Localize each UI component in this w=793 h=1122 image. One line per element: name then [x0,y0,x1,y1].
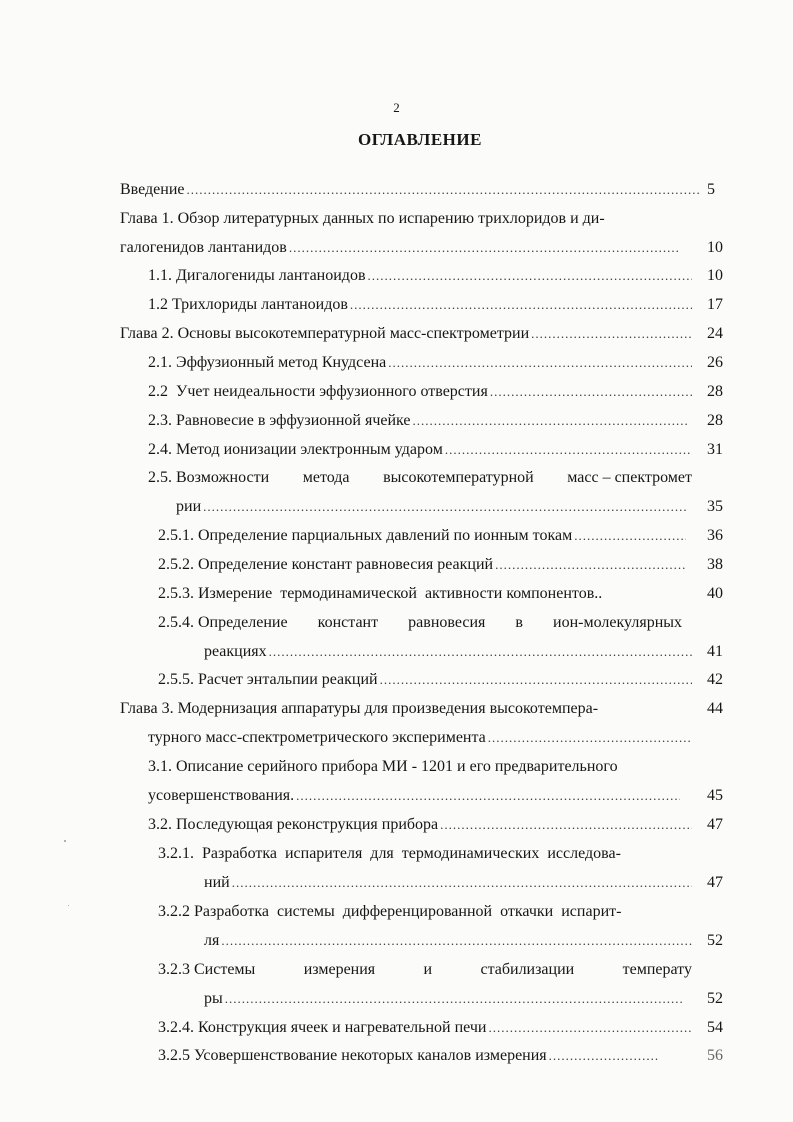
toc-word: температу [622,961,692,978]
toc-page-number: 47 [707,816,723,833]
toc-word: констант [317,614,379,631]
toc-word: равновесия [408,614,486,631]
leader-dots [490,384,692,400]
toc-word: метода [302,469,350,486]
page-title: ОГЛАВЛЕНИЕ [358,130,482,149]
toc-entry-text: галогенидов лантанидов [120,239,287,256]
toc-entry-2-2 [148,382,692,402]
toc-entry-2-3 [148,411,688,431]
toc-entry-text: 3.2. Последующая реконструкция прибора [148,816,439,833]
toc-page-number: 40 [707,585,723,602]
toc-entry-text: 2.1. Эффузионный метод Кнудсена [148,354,387,371]
toc-page-number: 54 [707,1019,723,1036]
toc-entry-2-5 [176,497,688,517]
toc-word: 2.5. Возможности [148,469,270,486]
toc-page-number: 56 [707,1047,723,1064]
toc-entry-text: 2.3. Равновесие в эффузионной ячейке [148,412,411,429]
toc-page-number: 45 [707,787,723,804]
toc-entry-3-2-3 [204,989,684,1009]
leader-dots [549,1048,658,1064]
leader-dots [269,644,692,660]
toc-entry-3-2-2 [204,931,692,951]
toc-page-number: 24 [707,325,723,342]
leader-dots [350,297,692,313]
toc-page-number: 10 [707,239,723,256]
toc-entry-1-2 [148,295,692,315]
toc-page-number: 44 [707,700,723,717]
toc-entry-text: 1.2 Трихлориды лантаноидов [148,296,348,313]
leader-dots [388,355,692,371]
toc-entry-text: Глава 2. Основы высокотемпературной масс-спектрометрии [120,325,530,342]
leader-dots [574,528,686,544]
toc-page-number: 52 [707,990,723,1007]
toc-page-number: 41 [707,643,723,660]
leader-dots [368,268,693,284]
toc-word: 3.2.3 Системы [158,961,256,978]
toc-entry-text: 3.2.4. Конструкция ячеек и нагревательной печи [158,1019,487,1036]
toc-entry-text: 2.2 Учет неидеальности эффузионного отверстия [148,383,488,400]
toc-word: 2.5.4. Определение [158,614,288,631]
toc-entry-text: 2.5.1. Определение парциальных давлений по ионным токам [158,527,573,544]
leader-dots [225,991,684,1007]
leader-dots [531,326,692,342]
toc-word: высокотемпературной [383,469,534,486]
toc-entry-3-2-2-line1: 3.2.2 Разработка системы дифференцированной откачки испарит- [158,903,622,920]
toc-entry-2-5-1 [158,526,686,546]
leader-dots [488,730,692,746]
toc-entry-2-5-4-line1 [158,613,682,633]
toc-page-number: 42 [707,671,723,688]
toc-entry-text: рии [176,498,202,515]
leader-dots [380,672,692,688]
page-number: 2 [393,100,400,115]
toc-page-number: 35 [707,498,723,515]
toc-page-number: 31 [707,441,723,458]
toc-entry-text: ний [204,874,230,891]
leader-dots [413,413,688,429]
toc-entry-chapter-1 [120,238,680,258]
toc-word: ион-молекулярных [553,614,682,631]
toc-entry-1-1 [148,266,692,286]
toc-entry-text: ля [204,932,220,949]
leader-dots [221,933,692,949]
leader-dots [232,875,692,891]
toc-entry-text: 1.1. Дигалогениды лантаноидов [148,267,366,284]
toc-entry-3-2 [148,815,692,835]
toc-entry-3-2-5 [158,1046,658,1066]
toc-word: измерения [303,961,376,978]
toc-entry-2-5-4 [204,642,692,662]
toc-entry-2-1 [148,353,692,373]
toc-entry-3-2-1 [204,873,692,893]
toc-entry-text: ры [204,990,223,1007]
toc-word: в [515,614,523,631]
scan-speck [68,905,69,906]
toc-page-number: 17 [707,296,723,313]
toc-entry-2-5-line1 [148,468,692,488]
toc-word: масс – спектромет [567,469,692,486]
toc-entry-chapter-2 [120,324,692,344]
toc-entry-3-2-3-line1 [158,960,692,980]
toc-entry-text: 3.2.5 Усовершенствование некоторых каналов измерения [158,1047,547,1064]
toc-page-number: 10 [707,267,723,284]
leader-dots [296,788,680,804]
toc-entry-intro [120,180,700,200]
toc-entry-3-1 [148,786,680,806]
toc-page-number: 47 [707,874,723,891]
toc-entry-text: 2.5.5. Расчет энтальпии реакций [158,671,378,688]
leader-dots [445,442,692,458]
toc-entry-chapter-3-line1: Глава 3. Модернизация аппаратуры для произведения высокотемпера- [120,700,599,717]
toc-entry-2-5-2 [158,555,686,575]
leader-dots [187,182,701,198]
toc-word: и [423,961,433,978]
toc-entry-text: Введение [120,181,185,198]
toc-entry-text: 2.4. Метод ионизации электронным ударом [148,441,443,458]
toc-entry-text: 2.5.2. Определение констант равновесия реакций [158,556,494,573]
scan-speck [64,840,66,842]
toc-entry-text: усовершенствования. [148,787,295,804]
toc-entry-2-5-3: 2.5.3. Измерение термодинамической активности компонентов.. [158,585,603,602]
toc-word: стабилизации [480,961,575,978]
toc-page-number: 28 [707,383,723,400]
toc-page-number: 38 [707,556,723,573]
toc-page-number: 5 [707,181,715,198]
toc-entry-2-5-5 [158,670,692,690]
leader-dots [289,240,680,256]
leader-dots [440,817,692,833]
leader-dots [488,1020,692,1036]
toc-entry-chapter-3 [148,728,692,748]
toc-page-number: 36 [707,527,723,544]
toc-entry-2-4 [148,440,692,460]
toc-page-number: 28 [707,412,723,429]
leader-dots [495,557,686,573]
toc-page-number: 26 [707,354,723,371]
toc-page-number: 52 [707,932,723,949]
toc-entry-chapter-1-line1: Глава 1. Обзор литературных данных по испарению трихлоридов и ди- [120,210,605,227]
toc-entry-3-1-line1: 3.1. Описание серийного прибора МИ - 1201 и его предварительного [148,758,618,775]
toc-entry-text: реакциях [204,643,267,660]
toc-entry-text: турного масс-спектрометрического эксперимента [148,729,486,746]
toc-entry-3-2-1-line1: 3.2.1. Разработка испарителя для термодинамических исследова- [158,845,621,862]
toc-entry-3-2-4 [158,1018,692,1038]
leader-dots [203,499,688,515]
